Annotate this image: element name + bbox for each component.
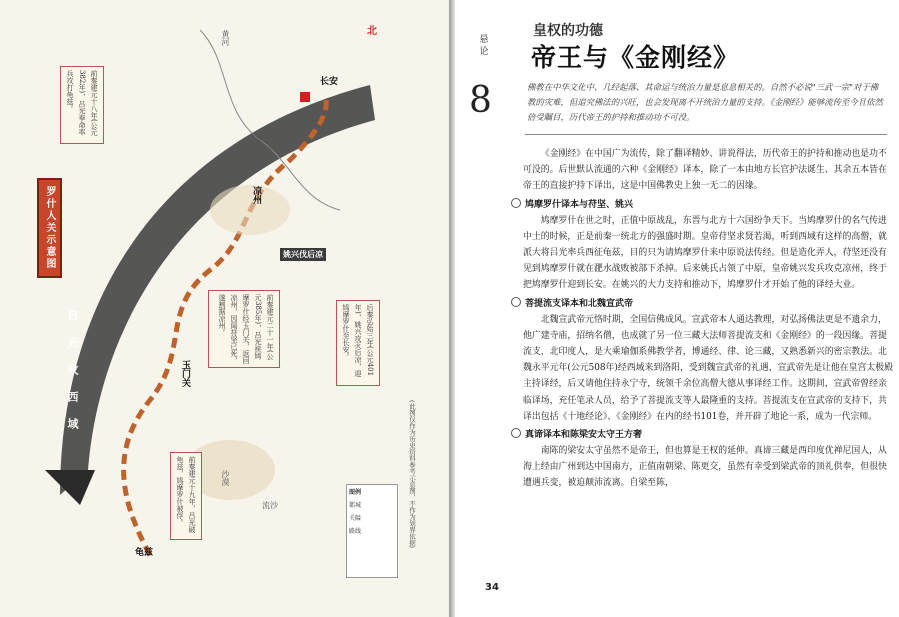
map-title: 罗什人关示意图	[37, 178, 62, 278]
legend-item: 关隘	[349, 515, 362, 522]
region-label: 黄河	[221, 30, 230, 46]
map-legend	[346, 484, 398, 578]
section-heading-text: 鸠摩罗什译本与苻坚、姚兴	[525, 199, 634, 210]
section-bullet-icon	[511, 428, 521, 438]
left-page-map	[0, 0, 449, 617]
legend-item: 都城	[349, 502, 362, 509]
place-liangzhou: 凉州	[251, 186, 261, 204]
route-label-yaoxing: 姚兴伐后凉	[280, 248, 326, 261]
region-label: 流沙	[262, 501, 278, 510]
intro-paragraph: 《金刚经》在中国广为流传，除了翻译精妙、讲说得法，历代帝王的护持和推动也是功不可没的。后世默认流通的六种《金刚经》译本，除了一本由地方长官护法诞生、其余五本皆在帝王的直接护持下译出，这是中国佛教史上独一无二的因缘。	[523, 149, 887, 192]
region-label: 戈壁	[248, 133, 264, 142]
place-yumenguan: 玉门关	[180, 360, 190, 387]
info-box-1: 前秦建元十八年(公元382年)，吕光奉命率兵攻打龟兹。	[60, 66, 104, 144]
map-note: (此图仅作为历史资料参考示意图，不作为划界依据)	[408, 400, 416, 549]
page-number: 34	[485, 582, 499, 593]
section-heading-3	[511, 428, 895, 442]
chapter-number: 8	[469, 80, 492, 121]
region-label: 沙漠	[221, 470, 230, 486]
section-heading-1	[511, 198, 895, 212]
right-page-text	[455, 0, 899, 617]
info-box-2: 前秦建元十九年，吕光破龟兹，鸠摩罗什被俘。	[170, 452, 202, 540]
section-heading-2	[511, 297, 895, 311]
side-label: 悬论	[479, 35, 489, 57]
divider	[525, 134, 887, 135]
place-changan: 长安	[320, 77, 339, 87]
legend-item: 路线	[349, 528, 362, 535]
north-arrow: 北	[367, 26, 377, 37]
section-paragraph-3: 南陈的梁安太守虽然不是帝王，但也算是王权的延伸。真谛三藏是西印度优禅尼国人，从海上经由广州到达中国南方，正值南朝梁、陈更交，虽然有幸受到梁武帝的顶礼供奉，但很快遭遇兵变，被迫颠沛流离。自梁至陈，	[523, 446, 887, 489]
section-bullet-icon	[511, 198, 521, 208]
legend-title: 图例	[349, 489, 362, 496]
route-label-lvguang: 吕光攻西域	[66, 310, 79, 445]
chapter-title: 帝王与《金刚经》	[531, 43, 740, 72]
section-bullet-icon	[511, 297, 521, 307]
section-paragraph-2: 北魏宣武帝元恪时期，全国信佛成风。宣武帝本人通达教理，对弘扬佛法更是不遗余力，他广建寺庙，招纳名僧，也成就了另一位三藏大法师菩提流支和《金刚经》的一段因缘。菩提流支，北印度人，是大乘瑜伽系佛教学者，博通经、律、论三藏，又熟悉新兴的密宗教法。北魏永平元年(公元508年)经西域来到洛阳，受到魏宣武帝的礼遇，宣武帝先是让他在皇宫太极殿主持译经，后又请他住持永宁寺，统领千余位高僧大德从事译经工作。这期间，宣武帝曾经亲临译场，充任笔录人员，给予了菩提流支等人最隆重的支持。菩提流支在宣武帝的支持下，共译出包括《十地经论》、《金刚经》在内的经书101卷，并开辟了地论一系，成为一代宗师。	[523, 314, 893, 422]
section-heading-text: 真谛译本和陈梁安太守王方奢	[525, 430, 643, 441]
info-box-3: 前秦建元二十一年(公元385年)，吕光挟鸠摩罗什经玉门关，返回凉州，因闻苻坚已死，遂割据凉州。	[208, 290, 280, 368]
body-text	[523, 146, 895, 492]
chapter-kicker: 皇权的功德	[533, 23, 603, 39]
info-box-4: 后秦弘始三年(公元401年)，姚兴攻灭后凉，迎鸠摩罗什至长安。	[336, 300, 380, 386]
place-guici: 龟兹	[135, 548, 154, 558]
section-paragraph-1: 鸠摩罗什在世之时，正值中原战乱，东晋与北方十六国纷争天下。当鸠摩罗什的名气传进中土的时候，正是前秦一统北方的强盛时期。皇帝苻坚求贤若渴，听到西域有这样的高僧，就派大将吕光率兵西征龟兹，目的只为请鸠摩罗什来中原说法传经。但是造化弄人，苻坚还没有见到鸠摩罗什就在淝水战败被部下杀掉。后来姚氏占领了中原，皇帝姚兴发兵攻克凉州，终于把鸠摩罗什迎到长安。在姚兴的大力支持和推动下，鸠摩罗什才开始了他的译经大业。	[523, 215, 887, 291]
chapter-lead: 佛教在中华文化中、几经起落、其命运与统治力量是息息相关的。自然不必说"三武一宗"对于佛教的灾难，但追究佛法的兴旺，也会发现离不开统治力量的支持。《金刚经》能够流传至今且依然倍受瞩目，历代帝王的护持和推动功不可没。	[527, 82, 883, 122]
section-heading-text: 菩提流支译本和北魏宣武帝	[525, 298, 634, 309]
